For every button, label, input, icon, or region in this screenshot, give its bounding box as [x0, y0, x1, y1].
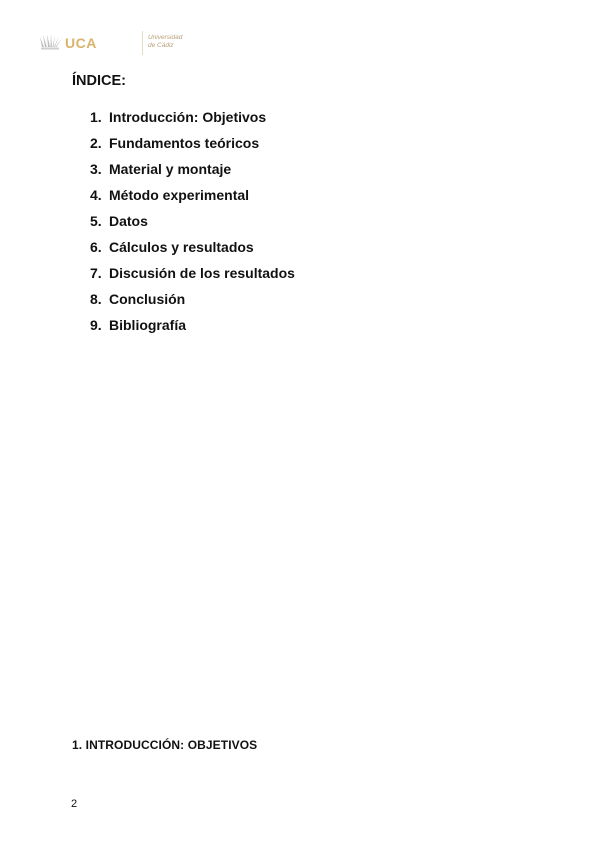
toc-item-conclusion: [90, 290, 295, 316]
toc-item-label: Método experimental: [109, 187, 250, 203]
logo-wordmark: UCA: [65, 35, 97, 51]
toc-item-number: 2.: [90, 135, 102, 151]
toc-item-discusion: [90, 264, 295, 290]
page-number: 2: [71, 798, 78, 810]
index-title: ÍNDICE:: [72, 73, 126, 89]
toc-item-introduccion: [90, 108, 295, 134]
toc-item-label: Introducción: Objetivos: [109, 109, 267, 125]
toc-item-label: Material y montaje: [109, 161, 232, 177]
logo-divider: [142, 31, 143, 55]
toc-item-number: 3.: [90, 161, 102, 177]
toc-item-number: 4.: [90, 187, 102, 203]
toc-item-number: 6.: [90, 239, 102, 255]
toc-item-bibliografia: [90, 316, 295, 342]
toc-item-label: Fundamentos teóricos: [109, 135, 260, 151]
toc-item-metodo: [90, 186, 295, 212]
toc-item-label: Discusión de los resultados: [109, 265, 295, 281]
logo-subtitle-line2: de Cádiz: [148, 41, 174, 49]
toc-item-calculos: [90, 238, 295, 264]
uca-emblem-icon: [38, 31, 64, 53]
toc-item-label: Conclusión: [109, 291, 186, 307]
toc-item-label: Cálculos y resultados: [109, 239, 254, 255]
table-of-contents: [90, 108, 295, 342]
toc-item-number: 8.: [90, 291, 102, 307]
toc-item-label: Bibliografía: [109, 317, 187, 333]
university-logo: [38, 31, 183, 55]
toc-item-number: 9.: [90, 317, 102, 333]
section-heading: 1. INTRODUCCIÓN: OBJETIVOS: [72, 738, 258, 752]
toc-item-number: 5.: [90, 213, 102, 229]
toc-item-number: 7.: [90, 265, 102, 281]
toc-item-material: [90, 160, 295, 186]
toc-item-number: 1.: [90, 109, 102, 125]
toc-item-fundamentos: [90, 134, 295, 160]
logo-subtitle-line1: Universidad: [148, 34, 183, 41]
toc-item-label: Datos: [109, 213, 148, 229]
logo-subtitle: [148, 34, 182, 49]
toc-item-datos: [90, 212, 295, 238]
